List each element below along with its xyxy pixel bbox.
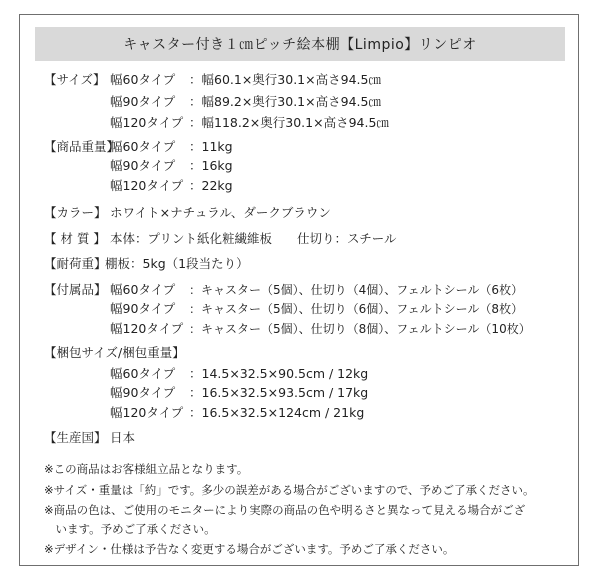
origin-value: 日本: [110, 430, 136, 445]
note-assembly: ※この商品はお客様組立品となります。: [44, 462, 249, 476]
load-value: 棚板：5kg（1段当たり）: [105, 256, 249, 271]
color-label: 【カラー】: [44, 205, 107, 220]
package-value-120: ：16.5×32.5×124cm / 21kg: [189, 405, 365, 420]
note-size-approx: ※サイズ・重量は「約」です。多少の誤差がある場合がございますので、予めご了承ください。: [44, 483, 535, 497]
weight-type-120: 幅120タイプ: [110, 178, 184, 193]
weight-value-120: ：22kg: [189, 178, 233, 193]
size-value-90: ：幅89.2×奥行30.1×高さ94.5㎝: [189, 94, 381, 109]
weight-value-90: ：16kg: [189, 158, 233, 173]
color-value: ホワイト×ナチュラル、ダークブラウン: [110, 205, 331, 220]
material-value: 本体：プリント紙化粧繊維板 仕切り：スチール: [110, 231, 397, 246]
accessories-value-90: ：キャスター（5個）、仕切り（6個）、フェルトシール（8枚）: [189, 302, 524, 316]
size-type-90: 幅90タイプ: [110, 94, 176, 109]
package-type-90: 幅90タイプ: [110, 385, 176, 400]
size-label: 【サイズ】: [44, 72, 106, 87]
note-color-line2: います。予めご了承ください。: [44, 522, 216, 536]
size-type-60: 幅60タイプ: [110, 72, 176, 87]
product-title: キャスター付き１㎝ピッチ絵本棚【Limpio】リンピオ: [35, 27, 565, 61]
size-value-60: ：幅60.1×奥行30.1×高さ94.5㎝: [189, 72, 381, 87]
accessories-value-120: ：キャスター（5個）、仕切り（8個）、フェルトシール（10枚）: [189, 322, 531, 336]
material-label: 【 材 質 】: [44, 231, 106, 246]
weight-type-90: 幅90タイプ: [110, 158, 176, 173]
package-type-120: 幅120タイプ: [110, 405, 184, 420]
note-color-line1: ※商品の色は、ご使用のモニターにより実際の商品の色や明るさと異なって見える場合がござ: [44, 503, 526, 517]
package-value-90: ：16.5×32.5×93.5cm / 17kg: [189, 385, 369, 400]
load-label: 【耐荷重】: [44, 256, 107, 271]
accessories-type-90: 幅90タイプ: [110, 301, 176, 316]
accessories-type-60: 幅60タイプ: [110, 282, 176, 297]
package-type-60: 幅60タイプ: [110, 366, 176, 381]
weight-type-60: 幅60タイプ: [110, 139, 176, 154]
package-value-60: ：14.5×32.5×90.5cm / 12kg: [189, 366, 369, 381]
package-label: 【梱包サイズ/梱包重量】: [44, 345, 185, 360]
size-value-120: ：幅118.2×奥行30.1×高さ94.5㎝: [189, 115, 389, 130]
weight-label: 【商品重量】: [44, 139, 120, 154]
size-type-120: 幅120タイプ: [110, 115, 184, 130]
accessories-value-60: ：キャスター（5個）、仕切り（4個）、フェルトシール（6枚）: [189, 283, 524, 297]
origin-label: 【生産国】: [44, 430, 107, 445]
accessories-type-120: 幅120タイプ: [110, 321, 184, 336]
note-design-change: ※デザイン・仕様は予告なく変更する場合がございます。予めご了承ください。: [44, 542, 455, 556]
weight-value-60: ：11kg: [189, 139, 233, 154]
accessories-label: 【付属品】: [44, 282, 107, 297]
